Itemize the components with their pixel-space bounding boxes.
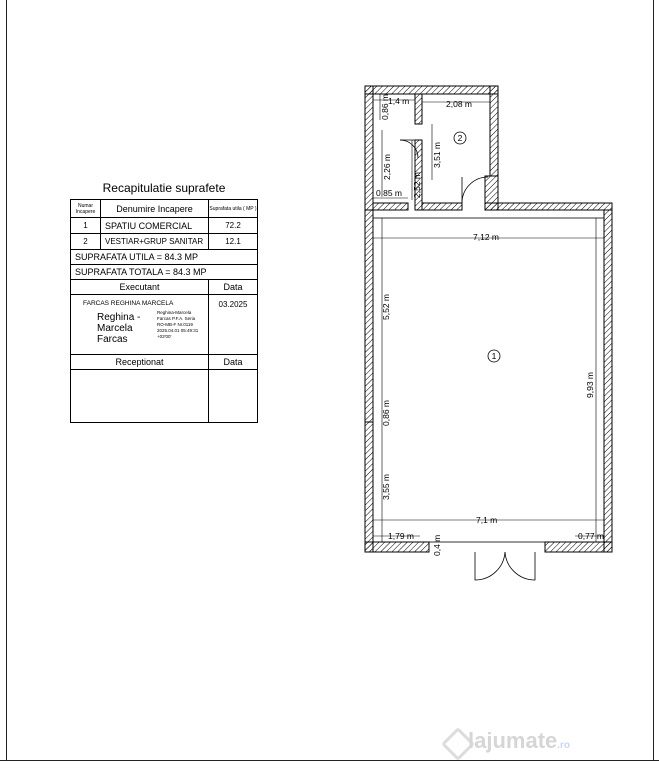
room-1-label: 1 <box>491 351 497 361</box>
dim-label: 2,52 m <box>412 172 422 198</box>
room-name: VESTIAR+GRUP SANITAR <box>101 234 209 249</box>
dim-label: 9,93 m <box>585 372 595 398</box>
table-header-row <box>71 200 257 218</box>
watermark-tld: .ro <box>557 740 571 751</box>
dim-label: 1,79 m <box>388 531 414 541</box>
receptionat-date-cell <box>209 370 257 422</box>
grand-total: SUPRAFATA TOTALA = 84.3 MP <box>75 267 207 277</box>
table-row <box>71 218 257 234</box>
table-row <box>71 234 257 250</box>
dim-label: 0,4 m <box>432 534 442 556</box>
data-label-2: Data <box>223 357 243 367</box>
receptionat-header-row <box>71 355 257 370</box>
room-2-label: 2 <box>457 133 463 143</box>
dim-label: 5,52 m <box>381 294 391 320</box>
executant-row <box>71 295 257 355</box>
room-area: 72.2 <box>225 221 241 230</box>
dim-label: 0,86 m <box>381 400 391 426</box>
dimension-lines <box>373 94 604 542</box>
digital-signature-details: Reghina-Marcela Farcas P.F.A. Seria RO-MB-F Nr.0119 2025.04.01 05:49:31 +03'00' <box>157 310 199 339</box>
signature-name: Reghina -Marcela Farcas <box>97 312 141 345</box>
data-label: Data <box>223 282 243 292</box>
table-title: Recapitulatie suprafete <box>102 181 226 195</box>
util-total: SUPRAFATA UTILA = 84.3 MP <box>75 252 198 262</box>
signature-cell <box>71 295 209 354</box>
page-bottom-line <box>0 760 659 761</box>
dim-label: 2,26 m <box>382 154 392 180</box>
room-number: 1 <box>71 218 101 233</box>
header-room-number: Numar Incapere <box>71 200 101 217</box>
room-area: 12.1 <box>225 237 241 246</box>
receptionat-row <box>71 370 257 422</box>
executant-date: 03.2025 <box>218 300 248 309</box>
watermark <box>468 728 570 754</box>
header-room-name: Denumire Incapere <box>101 200 209 217</box>
watermark-brand: lajumate <box>468 728 558 753</box>
receptionat-signature-cell <box>71 370 209 422</box>
grand-total-row <box>71 265 257 280</box>
dim-label: 2,08 m <box>446 99 472 109</box>
executant-header-row <box>71 280 257 295</box>
room-number: 2 <box>71 234 101 249</box>
dim-label: 7,1 m <box>476 515 498 525</box>
dim-label: 1,4 m <box>388 96 410 106</box>
floor-plan <box>360 80 620 590</box>
dim-label: 0,85 m <box>376 188 402 198</box>
receptionat-label: Receptionat <box>71 355 209 369</box>
dim-label: 3,55 m <box>381 474 391 500</box>
header-area: Suprafata utila ( MP ) <box>209 205 257 212</box>
inner-lines <box>373 94 604 542</box>
dim-label: 3,51 m <box>432 142 442 168</box>
walls <box>365 86 612 552</box>
dim-label: 0,86 m <box>380 94 390 120</box>
util-total-row <box>71 250 257 265</box>
executant-name: FARCAS REGHINA MARCELA <box>83 300 174 307</box>
dim-label: 7,12 m <box>473 232 499 242</box>
area-summary-table <box>70 199 258 423</box>
room-name: SPATIU COMERCIAL <box>101 218 209 233</box>
dim-label: 0,77 m <box>578 531 604 541</box>
executant-label: Executant <box>71 280 209 294</box>
